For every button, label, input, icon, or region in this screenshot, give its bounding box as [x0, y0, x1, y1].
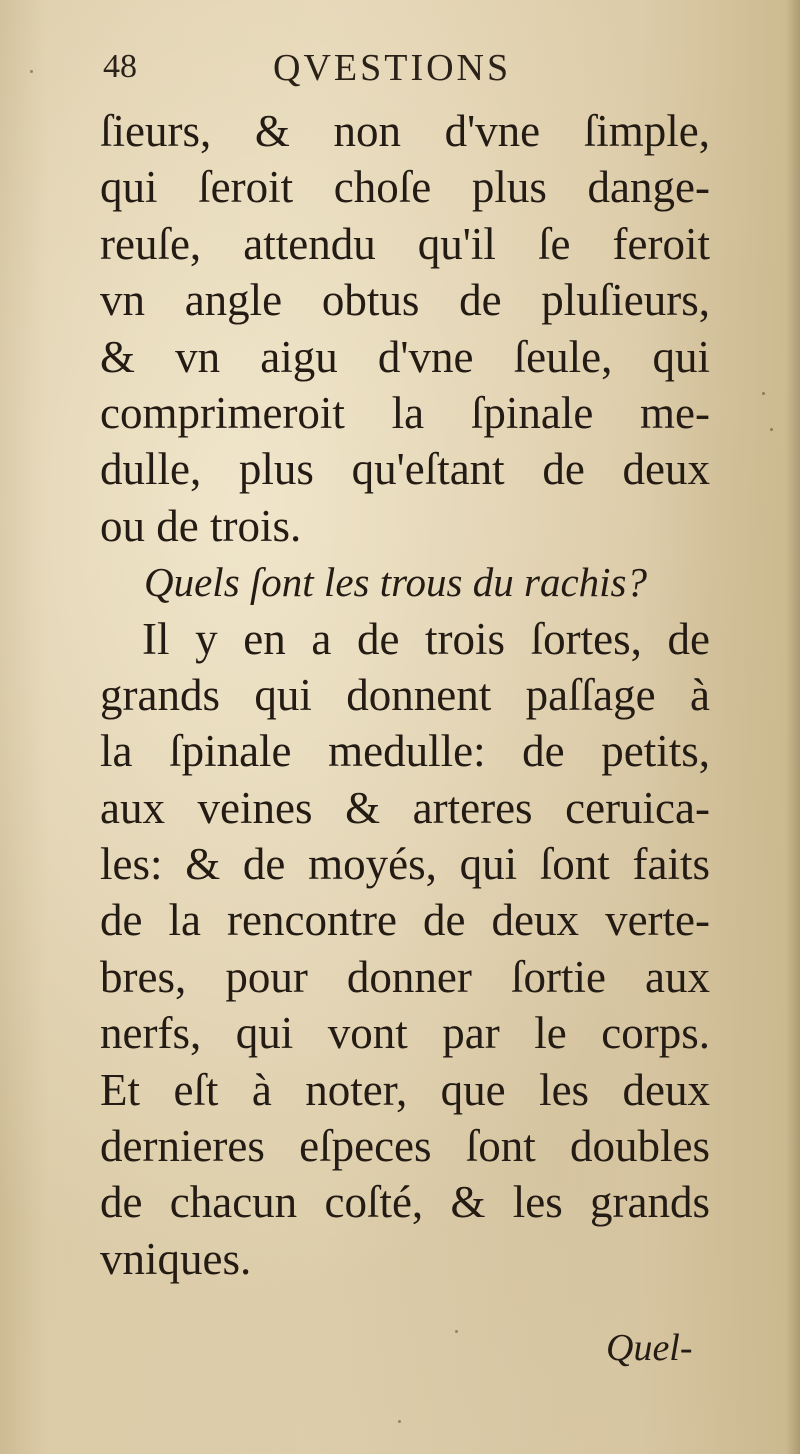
text-line: de la rencontre de deux verte-: [100, 895, 710, 946]
page-number: 48: [103, 48, 137, 85]
text-line: & vn aigu d'vne ſeule, qui: [100, 331, 710, 382]
paper-speck: [398, 1420, 401, 1423]
question-heading: Quels ſont les trous du rachis?: [144, 559, 648, 606]
text-line: les: & de moyés, qui ſont faits: [100, 839, 710, 890]
text-line: Il y en a de trois ſortes, de: [142, 613, 710, 664]
text-line: reuſe, attendu qu'il ſe feroit: [100, 218, 710, 269]
body-text: [100, 103, 710, 1287]
paper-speck: [770, 428, 773, 431]
paper-speck: [762, 392, 765, 395]
page-header: [103, 42, 703, 102]
text-line: grands qui donnent paſſage à: [100, 669, 710, 720]
text-line: vn angle obtus de pluſieurs,: [100, 275, 710, 326]
text-line: Et eſt à noter, que les deux: [100, 1064, 710, 1115]
paper-speck: [455, 1330, 458, 1333]
running-title: QVESTIONS: [273, 47, 512, 89]
text-line: la ſpinale medulle: de petits,: [100, 726, 710, 777]
paper-speck: [30, 70, 33, 73]
text-line: comprimeroit la ſpinale me-: [100, 387, 710, 438]
text-line: bres, pour donner ſortie aux: [100, 951, 710, 1002]
text-line: dulle, plus qu'eſtant de deux: [100, 444, 710, 495]
page-edge-shadow: [786, 0, 800, 1454]
text-line: qui ſeroit choſe plus dange-: [100, 162, 710, 213]
text-line: aux veines & arteres ceruica-: [100, 782, 710, 833]
text-line: nerfs, qui vont par le corps.: [100, 1008, 710, 1059]
text-line: dernieres eſpeces ſont doubles: [100, 1121, 710, 1172]
text-line: ou de trois.: [100, 500, 302, 551]
text-line: de chacun coſté, & les grands: [100, 1177, 710, 1228]
catchword: Quel-: [606, 1327, 693, 1369]
text-line: ſieurs, & non d'vne ſimple,: [100, 106, 710, 156]
text-line: vniques.: [100, 1233, 252, 1284]
